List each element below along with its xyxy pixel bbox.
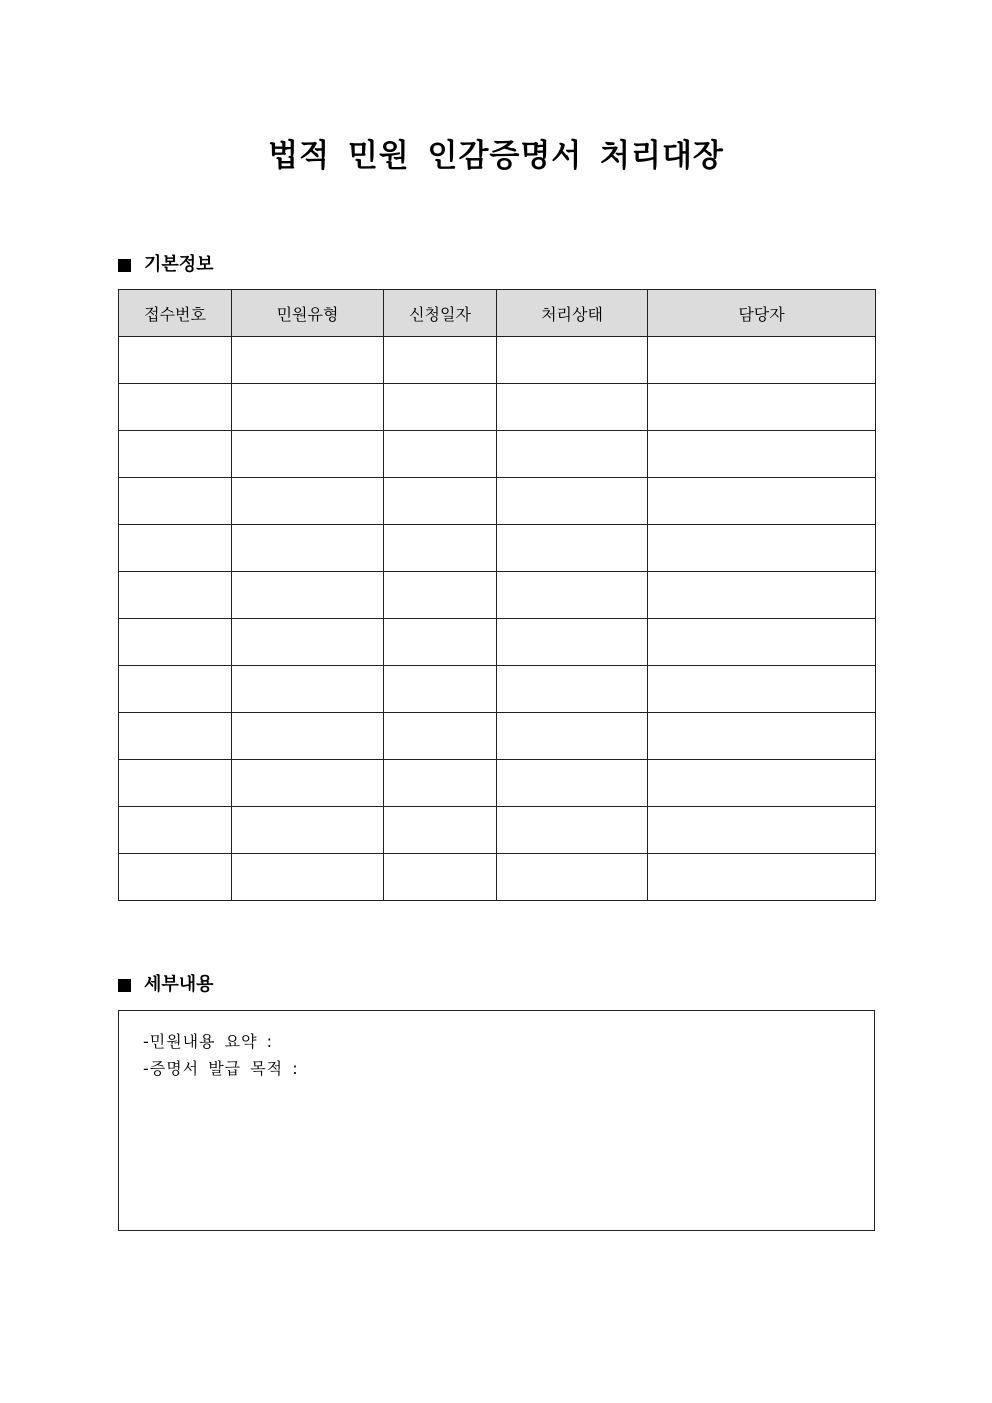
table-cell[interactable] [232,337,384,384]
table-row [119,854,876,901]
table-row [119,572,876,619]
table-cell[interactable] [497,431,648,478]
table-cell[interactable] [497,337,648,384]
table-cell[interactable] [232,478,384,525]
table-row [119,619,876,666]
table-cell[interactable] [119,337,232,384]
table-cell[interactable] [497,478,648,525]
table-cell[interactable] [384,478,497,525]
table-cell[interactable] [119,572,232,619]
register-table [118,289,876,901]
details-heading-label: 세부내용 [144,974,214,995]
column-header-receipt-number: 접수번호 [119,290,232,337]
table-cell[interactable] [232,760,384,807]
black-square-icon [118,259,131,272]
table-row [119,760,876,807]
table-cell[interactable] [497,572,648,619]
table-row [119,478,876,525]
table-cell[interactable] [384,713,497,760]
details-heading [118,973,214,997]
table-cell[interactable] [232,525,384,572]
table-row [119,807,876,854]
table-cell[interactable] [648,666,876,713]
table-row [119,431,876,478]
page-title: 법적 민원 인감증명서 처리대장 [268,138,724,174]
table-cell[interactable] [232,666,384,713]
table-cell[interactable] [497,713,648,760]
table-cell[interactable] [119,525,232,572]
table-row [119,337,876,384]
table-cell[interactable] [648,854,876,901]
table-row [119,384,876,431]
table-cell[interactable] [384,337,497,384]
table-cell[interactable] [384,572,497,619]
column-header-processing-status: 처리상태 [497,290,648,337]
complaint-summary-line: -민원내용 요약 : [143,1032,274,1051]
table-cell[interactable] [648,337,876,384]
basic-info-heading-label: 기본정보 [144,254,214,275]
table-cell[interactable] [497,525,648,572]
table-cell[interactable] [119,807,232,854]
table-cell[interactable] [119,666,232,713]
table-cell[interactable] [232,384,384,431]
table-cell[interactable] [232,854,384,901]
table-cell[interactable] [384,525,497,572]
table-row [119,666,876,713]
column-header-person-in-charge: 담당자 [648,290,876,337]
basic-info-heading [118,253,214,277]
table-cell[interactable] [232,807,384,854]
table-cell[interactable] [648,384,876,431]
table-cell[interactable] [497,619,648,666]
table-cell[interactable] [384,666,497,713]
table-row [119,525,876,572]
table-cell[interactable] [119,431,232,478]
table-cell[interactable] [497,666,648,713]
table-cell[interactable] [497,384,648,431]
table-cell[interactable] [497,760,648,807]
table-cell[interactable] [119,478,232,525]
table-cell[interactable] [648,807,876,854]
table-cell[interactable] [648,478,876,525]
table-cell[interactable] [119,384,232,431]
black-square-icon [118,979,131,992]
table-cell[interactable] [648,619,876,666]
table-cell[interactable] [384,431,497,478]
table-cell[interactable] [119,713,232,760]
table-header-row [119,290,876,337]
table-cell[interactable] [232,572,384,619]
table-cell[interactable] [119,619,232,666]
table-cell[interactable] [119,854,232,901]
table-row [119,713,876,760]
column-header-complaint-type: 민원유형 [232,290,384,337]
table-cell[interactable] [119,760,232,807]
table-cell[interactable] [497,854,648,901]
table-cell[interactable] [232,713,384,760]
table-cell[interactable] [384,619,497,666]
table-cell[interactable] [648,572,876,619]
table-cell[interactable] [384,384,497,431]
table-cell[interactable] [648,431,876,478]
table-cell[interactable] [384,807,497,854]
issuance-purpose-line: -증명서 발급 목적 : [143,1059,299,1078]
table-cell[interactable] [384,760,497,807]
table-cell[interactable] [232,431,384,478]
table-cell[interactable] [232,619,384,666]
table-cell[interactable] [384,854,497,901]
table-cell[interactable] [648,525,876,572]
details-box[interactable] [118,1010,875,1231]
column-header-application-date: 신청일자 [384,290,497,337]
table-cell[interactable] [648,713,876,760]
table-cell[interactable] [648,760,876,807]
table-cell[interactable] [497,807,648,854]
